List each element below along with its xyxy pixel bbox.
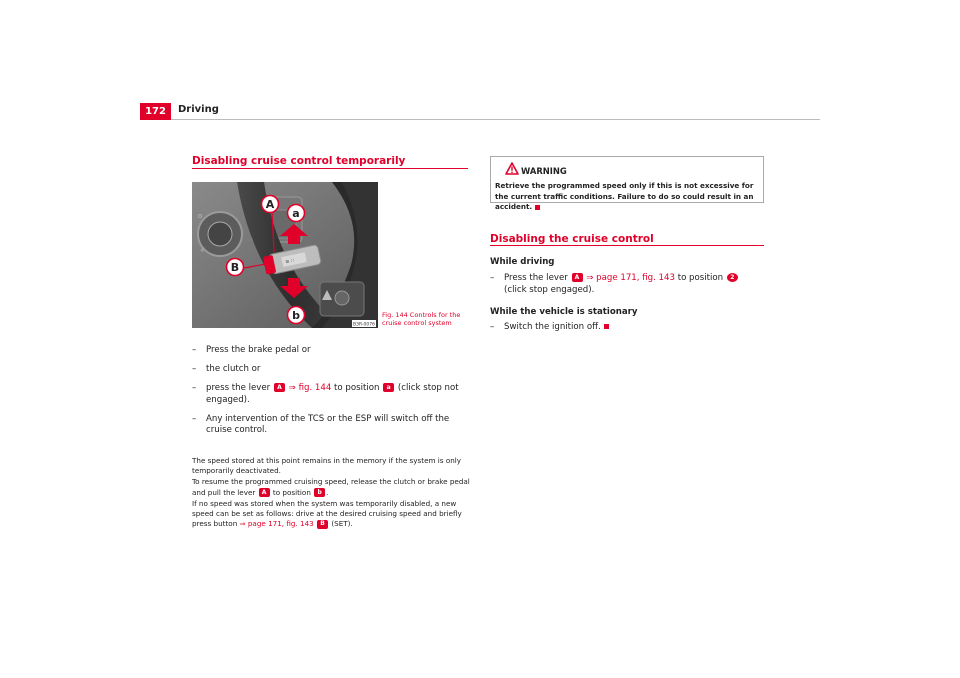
warning-title: WARNING [521, 166, 567, 176]
steps-list-driving [490, 273, 764, 304]
position-badge-a: a [383, 383, 394, 392]
list-item: – press the lever A ⇒ fig. 144 to position a (click stop not engaged). [192, 383, 459, 405]
figure-code: B3R-0076 [353, 322, 375, 328]
list-item: – the clutch or [192, 364, 261, 374]
header-rule-accent [140, 119, 171, 120]
figure-label-B: B [230, 261, 240, 274]
svg-text:O: O [198, 214, 202, 220]
figure-caption: Fig. 144 Controls for the cruise control system [382, 311, 461, 327]
figure-cruise-control [192, 182, 378, 328]
note-paragraph: The speed stored at this point remains in the memory if the system is only temporarily deactivated. [192, 456, 462, 476]
cross-reference-link[interactable]: ⇒ page 171, fig. 143 [239, 519, 314, 529]
steps-list-stationary [490, 322, 764, 341]
chapter-title: Driving [178, 104, 219, 115]
steps-list-left [192, 345, 468, 444]
list-item: – Press the brake pedal or [192, 345, 311, 355]
figure-label-a: a [292, 207, 300, 220]
svg-text:☼: ☼ [200, 248, 205, 254]
page-number: 172 [140, 103, 171, 119]
control-badge-A: A [274, 383, 285, 392]
svg-text:≡ ∷: ≡ ∷ [284, 257, 295, 266]
end-of-section-icon [535, 205, 540, 210]
position-badge-b: b [314, 488, 325, 497]
note-paragraph: If no speed was stored when the system was temporarily disabled, a new speed can be set as follows: drive at the desired cruising speed and briefly press button ⇒ page 171, fig. 143 B (SET). [192, 498, 462, 529]
section-heading-rule [192, 168, 468, 169]
warning-box [490, 156, 764, 211]
control-badge-A: A [259, 488, 270, 497]
cross-reference-link[interactable]: ⇒ fig. 144 [288, 383, 332, 393]
section-heading-temporarily: Disabling cruise control temporarily [192, 155, 406, 167]
warning-triangle-icon [505, 162, 519, 175]
header-rule [140, 119, 820, 120]
end-of-section-icon [604, 324, 609, 329]
list-item: – Switch the ignition off. [490, 322, 764, 334]
cross-reference-link[interactable]: ⇒ page 171, fig. 143 [586, 273, 675, 283]
steering-wheel-illustration [192, 182, 378, 328]
control-badge-B: B [317, 520, 328, 529]
list-item: – Any intervention of the TCS or the ESP will switch off the cruise control. [192, 413, 450, 435]
figure-label-A: A [265, 198, 275, 211]
position-badge-2: 2 [727, 273, 738, 282]
warning-text: Retrieve the programmed speed only if this is not excessive for the current traffic conditions. Failure to do so could result in an accident. [495, 181, 754, 211]
subheading-while-driving: While driving [490, 257, 555, 267]
list-item: – Press the lever A ⇒ page 171, fig. 143 to position 2 (click stop engaged). [490, 273, 764, 296]
notes-block [192, 456, 472, 530]
note-paragraph: To resume the programmed cruising speed, release the clutch or brake pedal and pull the lever A to position b . [192, 477, 470, 497]
subheading-while-stationary: While the vehicle is stationary [490, 307, 638, 317]
section-heading-rule [490, 245, 764, 246]
figure-label-b: b [292, 309, 300, 322]
control-badge-A: A [572, 273, 583, 282]
section-heading-disabling: Disabling the cruise control [490, 233, 654, 245]
